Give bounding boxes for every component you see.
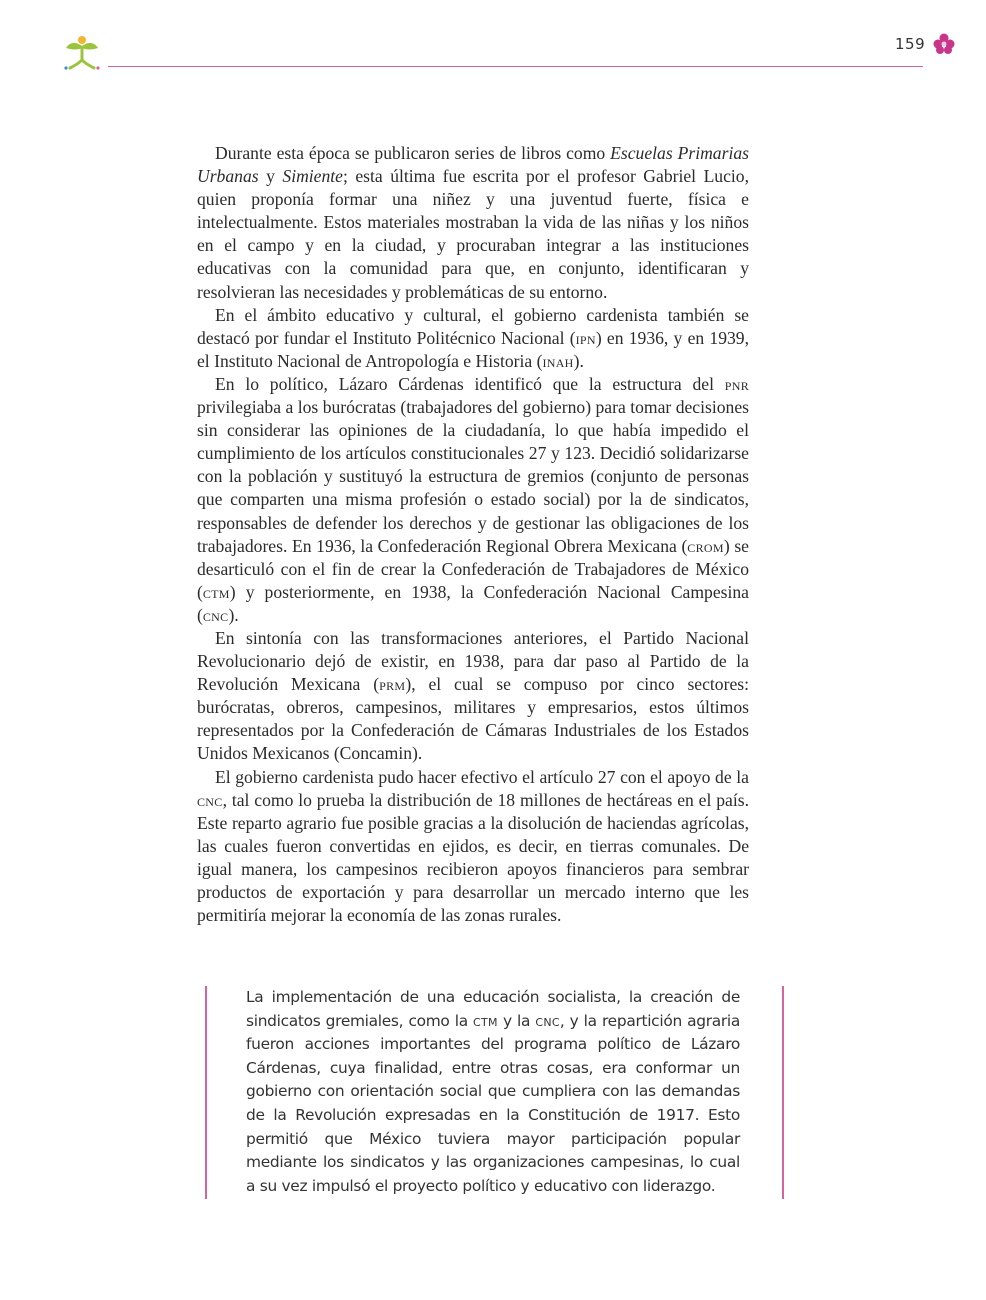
- acronym: pnr: [724, 373, 749, 394]
- paragraph: [197, 142, 749, 304]
- text-run: , tal como lo prueba la distribución de 18 millones de hectáreas en el país. Este reparto agrario fue posible gracias a la disolución de haciendas agrícolas, las cuales fueron convertidas en ejidos, es decir, en tierras comunales. De igual manera, los campesinos recibieron apoyos financieros para sembrar productos de exportación y para desarrollar un mercado interno que les permitiría mejorar la economía de las zonas rurales.: [197, 789, 749, 926]
- paragraph: [197, 373, 749, 627]
- body-text: [197, 142, 749, 927]
- text-run: ), el cual se compuso por cinco sectores: burócratas, obreros, campesinos, militares y empresarios, estos últimos representados por la Confederación de Cámaras Industriales de los Estados Unidos Mexicanos (Concamin).: [197, 674, 749, 764]
- text-run: Durante esta época se publicaron series de libros como: [215, 143, 611, 163]
- acronym: cnc: [197, 789, 223, 810]
- paragraph: [197, 766, 749, 928]
- text-run: ) y posteriormente, en 1938, la Confederación Nacional Campesina (: [197, 581, 749, 625]
- book-title: Simiente: [282, 166, 343, 187]
- text-run: ).: [573, 350, 584, 371]
- text-run: ; esta última fue escrita por el profesor Gabriel Lucio, quien proponía formar una niñez y una juventud fuerte, física e intelectualmente. Estos materiales mostraban la vida de las niñas y los niños en el campo y en la ciudad, y procuraban integrar a las instituciones educativas con la comunidad para que, en conjunto, identificaran y resolvieran las necesidades y problemáticas de su entorno.: [197, 166, 749, 302]
- book-title: Escuelas Primarias Urbanas: [197, 143, 749, 187]
- text-run: , y la repartición agraria fueron acciones importantes del programa político de Lázaro Cárdenas, cuya finalidad, entre otras cosas, era conformar un gobierno con orientación social que cumpliera con las demandas de la Revolución expresadas en la Constitución de 1917. Esto permitió que México tuviera mayor participación popular mediante los sindicatos y las organizaciones campesinas, lo cual a su vez impulsó el proyecto político y educativo con liderazgo.: [246, 1011, 740, 1195]
- sprout-figure-icon: [60, 30, 104, 74]
- text-run: y: [258, 166, 283, 187]
- acronym: cnc: [202, 604, 229, 625]
- text-run: ).: [228, 604, 239, 625]
- acronym: cnc: [535, 1011, 560, 1030]
- text-run: El gobierno cardenista pudo hacer efectivo el artículo 27 con el apoyo de la: [215, 766, 749, 787]
- text-run: ) en 1936, y en 1939, el Instituto Nacional de Antropología e Historia (: [197, 327, 749, 371]
- acronym: prm: [379, 674, 406, 695]
- page-number: 159: [895, 35, 926, 53]
- text-run: En sintonía con las transformaciones anteriores, el Partido Nacional Revolucionario dejó de existir, en 1938, para dar paso al Partido de la Revolución Mexicana (: [197, 627, 749, 695]
- acronym: ipn: [575, 327, 596, 348]
- acronym: inah: [542, 350, 574, 371]
- text-run: La implementación de una educación socialista, la creación de sindicatos gremiales, como la: [246, 988, 740, 1030]
- text-run: y la: [497, 1011, 536, 1030]
- text-run: En el ámbito educativo y cultural, el gobierno cardenista también se destacó por fundar el Instituto Politécnico Nacional (: [197, 304, 749, 348]
- flower-cluster-icon: [930, 32, 958, 56]
- acronym: ctm: [473, 1011, 498, 1030]
- summary-box-text: [246, 986, 740, 1198]
- text-run: En lo político, Lázaro Cárdenas identificó que la estructura del: [215, 373, 725, 394]
- text-run: ) se desarticuló con el fin de crear la Confederación de Trabajadores de México (: [197, 535, 749, 602]
- paragraph: [197, 304, 749, 373]
- header-rule: [108, 66, 923, 67]
- acronym: ctm: [202, 581, 230, 602]
- acronym: crom: [687, 535, 724, 556]
- text-run: privilegiaba a los burócratas (trabajadores del gobierno) para tomar decisiones sin considerar las opiniones de la ciudadanía, lo que había impedido el cumplimiento de los artículos constitucionales 27 y 123. Decidió solidarizarse con la población y sustituyó la estructura de gremios (conjunto de personas que comparten una misma profesión o estado social) por la de sindicatos, responsables de defender los derechos y de gestionar las obligaciones de los trabajadores. En 1936, la Confederación Regional Obrera Mexicana (: [197, 397, 749, 556]
- paragraph: [197, 627, 749, 766]
